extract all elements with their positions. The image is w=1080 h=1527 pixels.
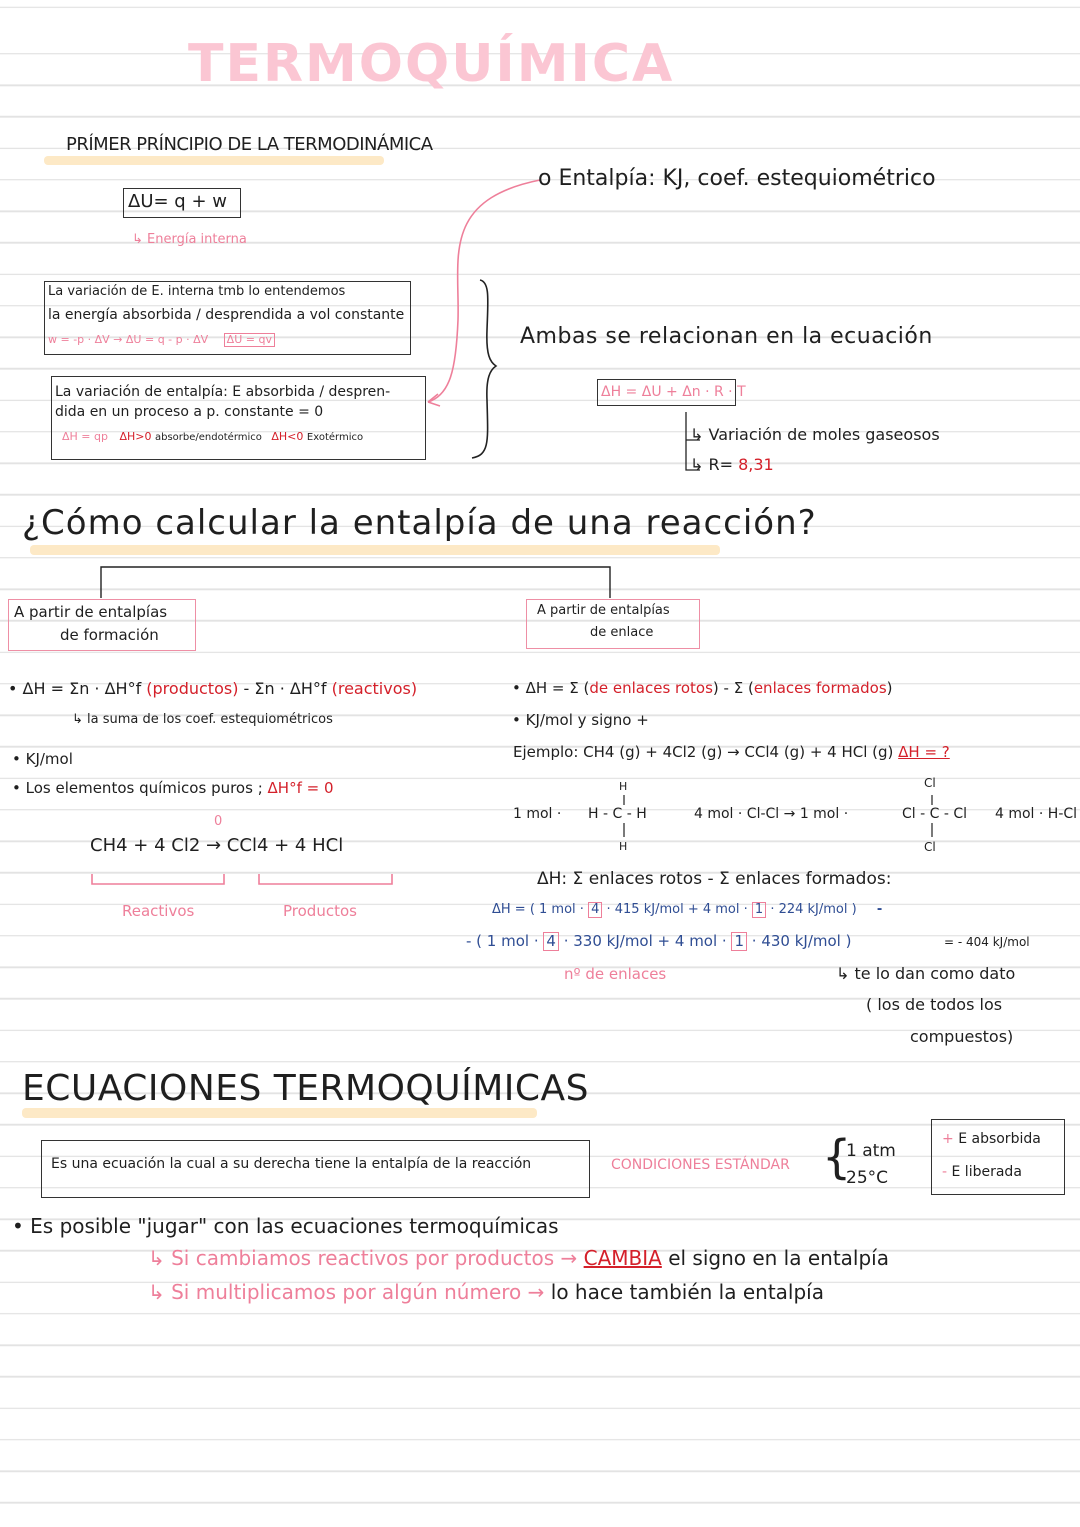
bond-example-dh: ΔH = ? [898, 743, 950, 761]
enthalpy-note: o Entalpía: KJ, coef. estequiométrico [538, 166, 936, 191]
formation-formula-reactants: (reactivos) [331, 679, 418, 698]
calc1-bond-count-2: 1 [752, 902, 766, 918]
question-heading: ¿Cómo calcular la entalpía de una reacción? [22, 503, 817, 543]
connector-arrows [0, 0, 1080, 480]
ccl4-bottom-cl: Cl [924, 840, 936, 854]
struck-mark: 0 [214, 814, 223, 829]
dh-rule: ΔH: Σ enlaces rotos - Σ enlaces formados: [537, 869, 892, 889]
relation-note-moles: ↳ Variación de moles gaseosos [690, 425, 940, 444]
bond-box-line2: de enlace [590, 625, 654, 640]
ch4-bottom-h: H [619, 840, 628, 853]
calc-line-2 [466, 932, 851, 951]
rule-swap [148, 1246, 889, 1270]
bond-example-reaction: Ejemplo: CH4 (g) + 4Cl2 (g) → CCl4 (g) + 4 HCl (g) [513, 743, 899, 761]
rule-swap-result: el signo en la entalpía [668, 1246, 889, 1270]
relation-text: Ambas se relacionan en la ecuación [520, 324, 933, 349]
calc2-a: - ( 1 mol · [466, 932, 539, 950]
r-value: 8,31 [738, 455, 774, 474]
given-note-3: compuestos) [910, 1027, 1014, 1046]
formation-box-line1: A partir de entalpías [14, 603, 168, 621]
ccl4-top-cl: Cl [924, 776, 936, 790]
bond-unit: • KJ/mol y signo + [512, 711, 649, 729]
calc2-bond-count-1: 4 [543, 932, 559, 951]
calc-line-1 [492, 902, 882, 918]
formation-unit: • KJ/mol [12, 750, 73, 768]
bond-count-label: nº de enlaces [564, 965, 667, 983]
internal-energy-line2: la energía absorbida / desprendida a vol constante [48, 307, 405, 323]
calc2-b: · 330 kJ/mol + 4 mol · [563, 932, 727, 950]
products-label: Productos [283, 902, 357, 920]
sign-legend-plus [942, 1131, 1041, 1147]
internal-energy-line1: La variación de E. interna tmb lo entendemos [48, 284, 346, 299]
bond-formula [512, 679, 893, 697]
equations-highlight [22, 1108, 537, 1118]
enthalpy-line2: dida en un proceso a p. constante = 0 [55, 404, 324, 420]
equations-heading: ECUACIONES TERMOQUÍMICAS [22, 1068, 590, 1109]
r-label: ↳ R= [690, 455, 734, 474]
calc1-b: · 415 kJ/mol + 4 mol · [606, 902, 748, 917]
internal-energy-note-text: Energía interna [147, 232, 247, 247]
mol-line-2: 4 mol · Cl-Cl → 1 mol · [694, 806, 849, 822]
bond-formula-e: ) [886, 679, 893, 697]
rule-multiply [148, 1280, 824, 1304]
bond-box-line1: A partir de entalpías [537, 603, 670, 618]
ch4-structure: H - C - H [588, 806, 647, 822]
given-note-2: ( los de todos los [866, 995, 1003, 1014]
relation-formula: ΔH = ΔU + Δn · R · T [601, 384, 746, 400]
mol-line-3: 4 mol · H-Cl [995, 806, 1078, 822]
formation-reaction: CH4 + 4 Cl2 → CCl4 + 4 HCl [90, 835, 344, 856]
play-bullet: • Es posible "jugar" con las ecuaciones termoquímicas [12, 1214, 559, 1238]
standard-temperature: 25°C [846, 1168, 889, 1188]
structure-bonds [0, 785, 1080, 855]
rule-swap-change: CAMBIA [583, 1246, 662, 1270]
reaction-brackets [80, 866, 500, 896]
curly-brace [472, 280, 496, 458]
standard-label: CONDICIONES ESTÁNDAR [611, 1157, 790, 1173]
dh-qp: ΔH = qp [62, 430, 108, 443]
pure-elements-text: • Los elementos químicos puros ; [12, 779, 263, 797]
formation-formula-products: (productos) [146, 679, 239, 698]
rule-swap-condition: ↳ Si cambiamos reactivos por productos → [148, 1246, 578, 1270]
calc-result: = - 404 kJ/mol [944, 935, 1030, 949]
reactants-bracket [92, 874, 224, 884]
dh-positive: ΔH>0 [119, 430, 152, 443]
sign-legend-minus [942, 1164, 1022, 1180]
page-title: TERMOQUÍMICA [188, 34, 675, 94]
internal-energy-formula: ΔU= q + w [128, 191, 227, 212]
enthalpy-line1: La variación de entalpía: E absorbida / despren- [55, 384, 391, 400]
calc1-a: ΔH = ( 1 mol · [492, 902, 584, 917]
calc2-bond-count-2: 1 [731, 932, 747, 951]
plus-sign: + [942, 1131, 954, 1147]
standard-pressure: 1 atm [846, 1141, 896, 1161]
minus-text: E liberada [951, 1164, 1022, 1180]
calc2-c: · 430 kJ/mol ) [751, 932, 852, 950]
rule-multiply-condition: ↳ Si multiplicamos por algún número → [148, 1280, 545, 1304]
du-qv-boxed: ΔU = qv [224, 333, 275, 347]
bond-formula-broken: de enlaces rotos [589, 679, 713, 697]
bond-formula-c: ) - Σ ( [712, 679, 754, 697]
formation-box-line2: de formación [60, 626, 159, 644]
standard-brace: { [822, 1130, 852, 1184]
pink-curve-arrow [428, 180, 540, 402]
formation-formula-note: ↳ la suma de los coef. estequiométricos [72, 712, 333, 727]
dh-negative-text: Exotérmico [306, 432, 364, 443]
calc1-d: - [876, 902, 883, 917]
calc1-c: · 224 kJ/mol ) [770, 902, 857, 917]
products-bracket [259, 874, 392, 884]
minus-sign: - [942, 1164, 948, 1180]
definition-text: Es una ecuación la cual a su derecha tiene la entalpía de la reacción [51, 1156, 532, 1172]
plus-text: E absorbida [958, 1131, 1041, 1147]
relation-note-r [690, 455, 774, 474]
calc1-bond-count-1: 4 [588, 902, 602, 918]
mol-line-1: 1 mol · [513, 806, 562, 822]
question-highlight [30, 545, 720, 555]
arrow-icon: ↳ [132, 232, 148, 247]
ccl4-structure: Cl - C - Cl [902, 806, 968, 822]
work-formula: w = -p · ΔV → ΔU = q - p · ΔV [48, 333, 209, 346]
dh-positive-text: absorbe/endotérmico [155, 432, 262, 443]
bond-formula-a: • ΔH = Σ ( [512, 679, 590, 697]
bond-formula-formed: enlaces formados [753, 679, 887, 697]
formation-formula-c: - Σn · ΔH°f [238, 679, 332, 698]
ch4-top-h: H [619, 780, 628, 793]
formation-formula-a: • ΔH = Σn · ΔH°f [8, 679, 147, 698]
reactants-label: Reactivos [122, 902, 195, 920]
dh-negative: ΔH<0 [271, 430, 304, 443]
formation-formula [8, 679, 417, 698]
given-note-1: ↳ te lo dan como dato [836, 964, 1016, 983]
rule-multiply-result: lo hace también la entalpía [550, 1280, 824, 1304]
pure-elements-value: ΔH°f = 0 [267, 779, 334, 797]
first-principle-heading: PRÍMER PRÍNCIPIO DE LA TERMODINÁMICA [66, 134, 433, 155]
bond-example [513, 743, 950, 761]
